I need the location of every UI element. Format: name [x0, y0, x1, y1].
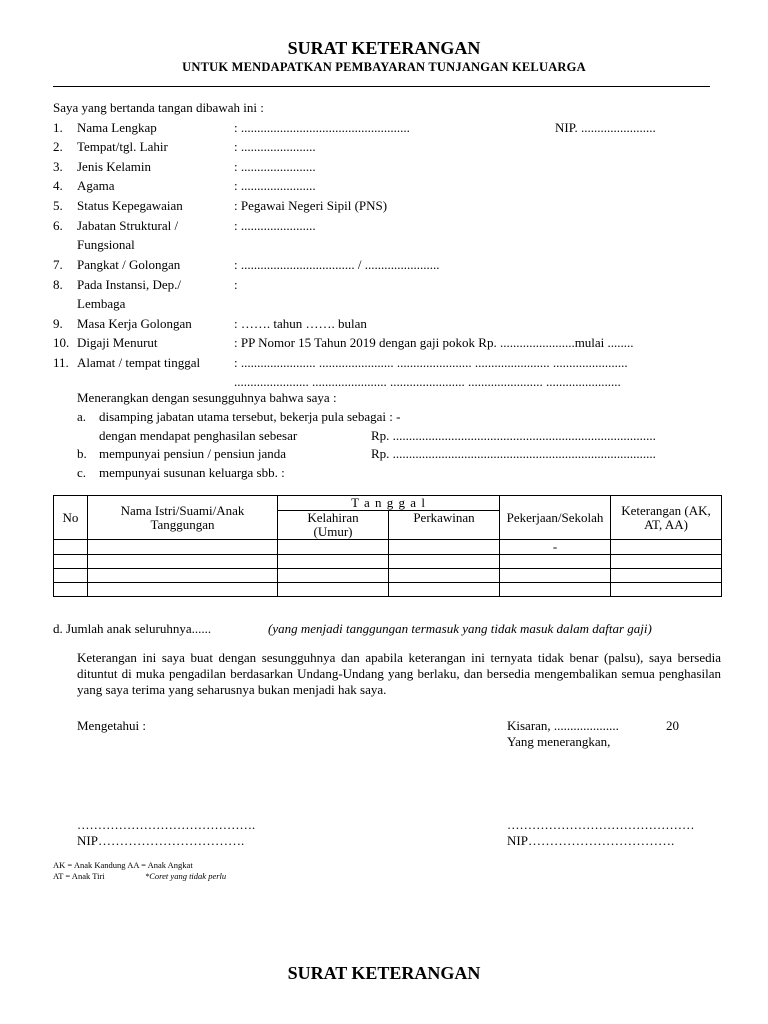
field-8-label: Pada Instansi, Dep./	[77, 277, 181, 292]
family-table	[53, 495, 722, 597]
table-row[interactable]	[54, 569, 722, 583]
item-b-text: mempunyai pensiun / pensiun janda	[99, 446, 287, 461]
field-6-label: Jabatan Struktural /	[77, 218, 179, 233]
field-11-num: 11.	[53, 355, 69, 370]
field-5-value[interactable]: : Pegawai Negeri Sipil (PNS)	[234, 198, 388, 213]
document-subtitle: UNTUK MENDAPATKAN PEMBAYARAN TUNJANGAN KELUARGA	[182, 60, 586, 74]
item-b-amount[interactable]: Rp. .................................................................................	[371, 446, 656, 461]
year-label: 20	[666, 718, 679, 733]
document-title: SURAT KETERANGAN	[287, 38, 481, 58]
item-c-text: mempunyai susunan keluarga sbb. :	[99, 465, 285, 480]
item-a-label: a.	[77, 409, 87, 424]
col-perkawinan-header: Perkawinan	[389, 511, 500, 540]
right-signature-line[interactable]: ………………………………………	[507, 818, 695, 832]
field-9-value[interactable]: : ……. tahun ……. bulan	[234, 316, 367, 331]
table-row[interactable]	[54, 540, 722, 555]
field-8-label-cont: Lembaga	[77, 296, 126, 311]
left-signature-line[interactable]: …………………………………….	[77, 818, 256, 832]
field-5-label: Status Kepegawaian	[77, 198, 183, 213]
field-7-label: Pangkat / Golongan	[77, 257, 181, 272]
col-tanggal-header: T a n g g a l	[278, 496, 500, 511]
field-6-label-cont: Fungsional	[77, 237, 135, 252]
legend-line-2b: *Coret yang tidak perlu	[145, 871, 227, 881]
right-nip-field[interactable]: NIP…………………………….	[507, 833, 675, 848]
field-9-num: 9.	[53, 316, 63, 331]
field-6-value[interactable]: : .......................	[234, 218, 316, 233]
legend-line-2a: AT = Anak Tiri	[53, 871, 105, 881]
field-8-value[interactable]: :	[234, 277, 238, 292]
field-10-value[interactable]: : PP Nomor 15 Tahun 2019 dengan gaji pokok Rp. .......................mulai ........	[234, 335, 634, 350]
table-header-row	[54, 496, 722, 511]
item-a-amount[interactable]: Rp. .................................................................................	[371, 428, 656, 443]
item-a-text-cont: dengan mendapat penghasilan sebesar	[99, 428, 298, 443]
child-count-note: (yang menjadi tanggungan termasuk yang tidak masuk dalam daftar gaji)	[268, 621, 652, 636]
col-keterangan-header: Keterangan (AK, AT, AA)	[611, 496, 722, 540]
field-10-label: Digaji Menurut	[77, 335, 158, 350]
item-c-label: c.	[77, 465, 87, 480]
field-11-label: Alamat / tempat tinggal	[77, 355, 201, 370]
declaration-intro: Menerangkan dengan sesungguhnya bahwa saya :	[77, 390, 337, 405]
field-7-num: 7.	[53, 257, 63, 272]
field-3-label: Jenis Kelamin	[77, 159, 152, 174]
field-10-num: 10.	[53, 335, 70, 350]
field-5-num: 5.	[53, 198, 63, 213]
field-6-num: 6.	[53, 218, 63, 233]
item-b-label: b.	[77, 446, 87, 461]
field-4-value[interactable]: : .......................	[234, 178, 316, 193]
field-11-value-cont[interactable]: ....................... ....................... ....................... ....................... .......................	[234, 374, 621, 389]
field-1-value[interactable]: : ....................................................	[234, 120, 410, 135]
header-divider	[53, 86, 710, 87]
table-row[interactable]	[54, 583, 722, 597]
next-page-title: SURAT KETERANGAN	[287, 963, 481, 983]
col-name-header: Nama Istri/Suami/Anak Tanggungan	[88, 496, 278, 540]
table-cell-pekerjaan[interactable]: -	[500, 540, 611, 555]
col-no-header: No	[54, 496, 88, 540]
place-date-field[interactable]: Kisaran, ....................	[507, 718, 619, 733]
col-kelahiran-header: Kelahiran (Umur)	[278, 511, 389, 540]
field-7-value[interactable]: : ................................... / .......................	[234, 257, 440, 272]
field-1-num: 1.	[53, 120, 63, 135]
field-2-value[interactable]: : .......................	[234, 139, 316, 154]
field-3-value[interactable]: : .......................	[234, 159, 316, 174]
field-2-num: 2.	[53, 139, 63, 154]
field-1-nip[interactable]: NIP. .......................	[555, 120, 656, 135]
legend-line-1: AK = Anak Kandung AA = Anak Angkat	[53, 860, 193, 870]
field-4-label: Agama	[77, 178, 115, 193]
acknowledged-label: Mengetahui :	[77, 718, 146, 733]
declarant-label: Yang menerangkan,	[507, 734, 611, 749]
statement-paragraph: Keterangan ini saya buat dengan sesungguhnya dan apabila keterangan ini ternyata tidak benar (palsu), saya bersedia dituntut di muka pengadilan berdasarkan Undang-Undang yang berlaku, dan bersedia mengembalikan semua penghasilan yang saya terima yang seharusnya bukan menjadi hak saya.	[77, 650, 721, 697]
field-1-label: Nama Lengkap	[77, 120, 157, 135]
child-count-label: d. Jumlah anak seluruhnya......	[53, 621, 212, 636]
field-2-label: Tempat/tgl. Lahir	[77, 139, 168, 154]
field-9-label: Masa Kerja Golongan	[77, 316, 192, 331]
col-pekerjaan-header: Pekerjaan/Sekolah	[500, 496, 611, 540]
table-row[interactable]	[54, 555, 722, 569]
field-8-num: 8.	[53, 277, 63, 292]
field-3-num: 3.	[53, 159, 63, 174]
field-4-num: 4.	[53, 178, 63, 193]
item-a-text: disamping jabatan utama tersebut, bekerja pula sebagai : -	[99, 409, 401, 424]
field-11-value[interactable]: : ....................... ....................... ....................... ....................... .......................	[234, 355, 628, 370]
left-nip-field[interactable]: NIP…………………………….	[77, 833, 245, 848]
intro-text: Saya yang bertanda tangan dibawah ini :	[53, 100, 264, 115]
